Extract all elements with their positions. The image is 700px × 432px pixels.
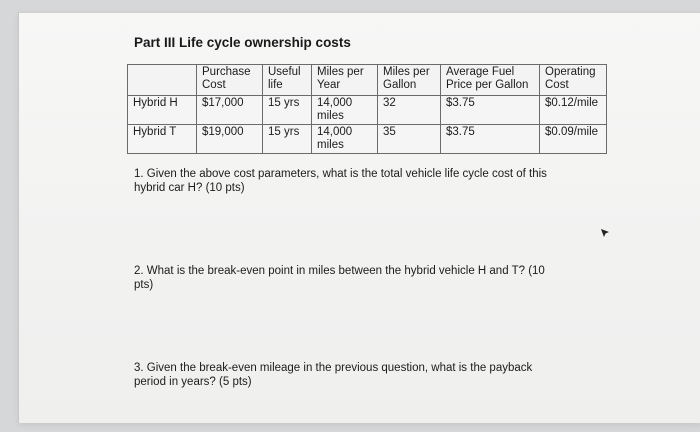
operating-cost-cell: $0.12/mile xyxy=(540,96,607,125)
header-useful-life: Useful life xyxy=(263,65,312,96)
header-miles-per-year: Miles per Year xyxy=(312,65,378,96)
table-header-row xyxy=(128,65,607,96)
useful-life-cell: 15 yrs xyxy=(263,96,312,125)
table-row xyxy=(128,96,607,125)
miles-per-year-cell: 14,000 miles xyxy=(312,96,378,125)
mpg-cell: 35 xyxy=(378,125,441,154)
question-2: 2. What is the break-even point in miles between the hybrid vehicle H and T? (10 pts) xyxy=(134,265,545,291)
miles-per-year-cell: 14,000 miles xyxy=(312,125,378,154)
useful-life-cell: 15 yrs xyxy=(263,125,312,154)
header-fuel-price: Average Fuel Price per Gallon xyxy=(441,65,540,96)
mpg-cell: 32 xyxy=(378,96,441,125)
header-purchase-cost: Purchase Cost xyxy=(197,65,263,96)
table-row xyxy=(128,125,607,154)
header-cell-empty xyxy=(128,65,197,96)
question-3: 3. Given the break-even mileage in the previous question, what is the payback period in years? (5 pts) xyxy=(134,362,533,388)
row-label: Hybrid T xyxy=(128,125,197,154)
question-1: 1. Given the above cost parameters, what is the total vehicle life cycle cost of this hybrid car H? (10 pts) xyxy=(134,168,547,194)
cost-parameters-table xyxy=(127,64,607,154)
header-operating-cost: Operating Cost xyxy=(540,65,607,96)
fuel-price-cell: $3.75 xyxy=(441,96,540,125)
operating-cost-cell: $0.09/mile xyxy=(540,125,607,154)
mouse-pointer-icon xyxy=(600,228,610,238)
purchase-cost-cell: $19,000 xyxy=(197,125,263,154)
fuel-price-cell: $3.75 xyxy=(441,125,540,154)
section-title: Part III Life cycle ownership costs xyxy=(134,35,351,50)
row-label: Hybrid H xyxy=(128,96,197,125)
header-miles-per-gallon: Miles per Gallon xyxy=(378,65,441,96)
purchase-cost-cell: $17,000 xyxy=(197,96,263,125)
